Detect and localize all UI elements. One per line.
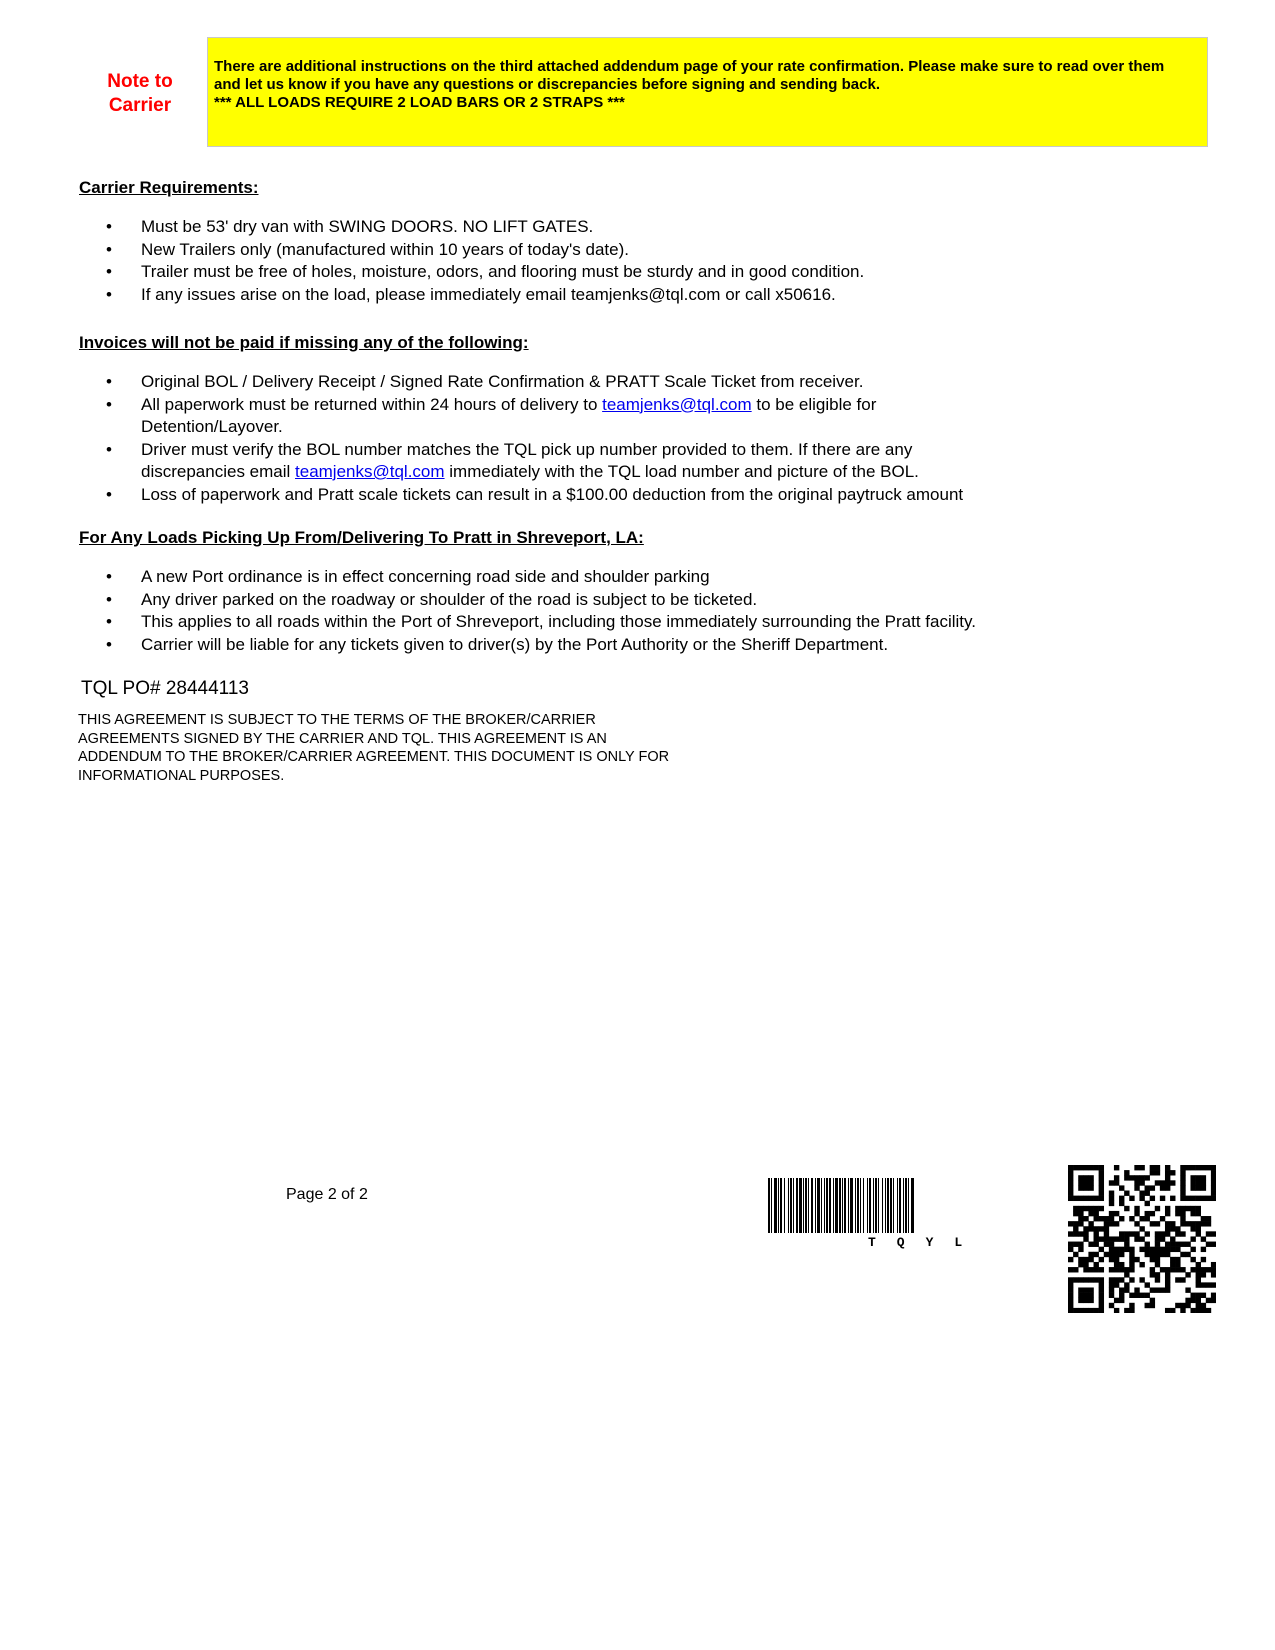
list-item-text: Original BOL / Delivery Receipt / Signed Rate Confirmation & PRATT Scale Ticket from receiver.	[141, 372, 864, 391]
list-item-text: Any driver parked on the roadway or shoulder of the road is subject to be ticketed.	[141, 589, 758, 609]
carrier-requirements-heading: Carrier Requirements:	[79, 178, 259, 197]
list-item	[79, 484, 963, 507]
list-item-text: Driver must verify the BOL number matches the TQL pick up number provided to them. If there are any	[141, 439, 913, 459]
note-label-line2: Carrier	[108, 95, 172, 116]
list-item	[79, 371, 963, 394]
bullet: •	[106, 372, 112, 391]
agreement-line: INFORMATIONAL PURPOSES.	[78, 767, 285, 784]
note-line: and let us know if you have any questions or discrepancies before signing and sending back.	[214, 76, 880, 93]
bullet: •	[106, 239, 112, 259]
agreement-line: AGREEMENTS SIGNED BY THE CARRIER AND TQL. THIS AGREEMENT IS AN	[78, 730, 607, 747]
bullet: •	[106, 394, 112, 414]
list-item-text: This applies to all roads within the Port of Shreveport, including those immediately surrounding the Pratt facility.	[141, 612, 976, 631]
barcode	[768, 1178, 1055, 1233]
list-item-text: Carrier will be liable for any tickets given to driver(s) by the Port Authority or the Sheriff Department.	[141, 634, 889, 654]
list-item-text: Must be 53' dry van with SWING DOORS. NO LIFT GATES.	[141, 217, 594, 236]
list-item	[79, 611, 976, 634]
bullet: •	[106, 567, 112, 586]
list-item-text: immediately with the TQL load number and picture of the BOL.	[444, 462, 919, 481]
pratt-heading: For Any Loads Picking Up From/Delivering To Pratt in Shreveport, LA:	[79, 528, 644, 547]
list-item-text: Detention/Layover.	[141, 417, 283, 436]
barcode-caption: TQYL	[868, 1235, 984, 1250]
invoices-heading: Invoices will not be paid if missing any of the following:	[79, 333, 529, 352]
email-link[interactable]: teamjenks@tql.com	[602, 394, 752, 414]
invoices-list	[79, 371, 963, 506]
bullet: •	[106, 262, 112, 281]
bullet: •	[106, 612, 112, 631]
note-to-carrier-label	[100, 70, 180, 118]
list-item	[79, 566, 976, 589]
bullet: •	[106, 484, 112, 504]
list-item	[79, 284, 864, 307]
list-item	[79, 394, 963, 439]
email-link[interactable]: teamjenks@tql.com	[295, 462, 445, 481]
bullet: •	[106, 634, 112, 654]
list-item-text: All paperwork must be returned within 24 hours of delivery to	[141, 394, 603, 414]
list-item-text: If any issues arise on the load, please immediately email teamjenks@tql.com or call x50616.	[141, 284, 836, 304]
agreement-text	[78, 711, 778, 785]
list-item-text: A new Port ordinance is in effect concerning road side and shoulder parking	[141, 567, 710, 586]
list-item	[79, 261, 864, 284]
list-item	[79, 634, 976, 657]
bullet: •	[106, 439, 112, 459]
list-item	[79, 439, 963, 484]
bullet: •	[106, 217, 112, 236]
list-item	[79, 239, 864, 262]
list-item-text: to be eligible for	[751, 394, 877, 414]
note-line: *** ALL LOADS REQUIRE 2 LOAD BARS OR 2 STRAPS ***	[214, 94, 625, 111]
list-item-text: discrepancies email	[141, 462, 296, 481]
list-item-text: New Trailers only (manufactured within 10 years of today's date).	[141, 239, 629, 259]
note-label-line1: Note to	[107, 71, 173, 92]
pratt-list	[79, 566, 976, 656]
po-number: TQL PO# 28444113	[81, 678, 249, 699]
bullet: •	[106, 284, 112, 304]
list-item-text: Trailer must be free of holes, moisture, odors, and flooring must be sturdy and in good condition.	[141, 262, 865, 281]
note-line: There are additional instructions on the third attached addendum page of your rate confirmation. Please make sure to read over them	[214, 58, 1165, 75]
agreement-line: THIS AGREEMENT IS SUBJECT TO THE TERMS OF THE BROKER/CARRIER	[78, 712, 596, 728]
note-box	[207, 37, 1208, 147]
page-number: Page 2 of 2	[286, 1186, 368, 1203]
carrier-requirements-list	[79, 216, 864, 306]
list-item-text: Loss of paperwork and Pratt scale tickets can result in a $100.00 deduction from the original paytruck amount	[141, 484, 964, 504]
list-item	[79, 589, 976, 612]
qr-code	[1068, 1165, 1216, 1313]
agreement-line: ADDENDUM TO THE BROKER/CARRIER AGREEMENT. THIS DOCUMENT IS ONLY FOR	[78, 749, 670, 765]
list-item	[79, 216, 864, 239]
bullet: •	[106, 589, 112, 609]
